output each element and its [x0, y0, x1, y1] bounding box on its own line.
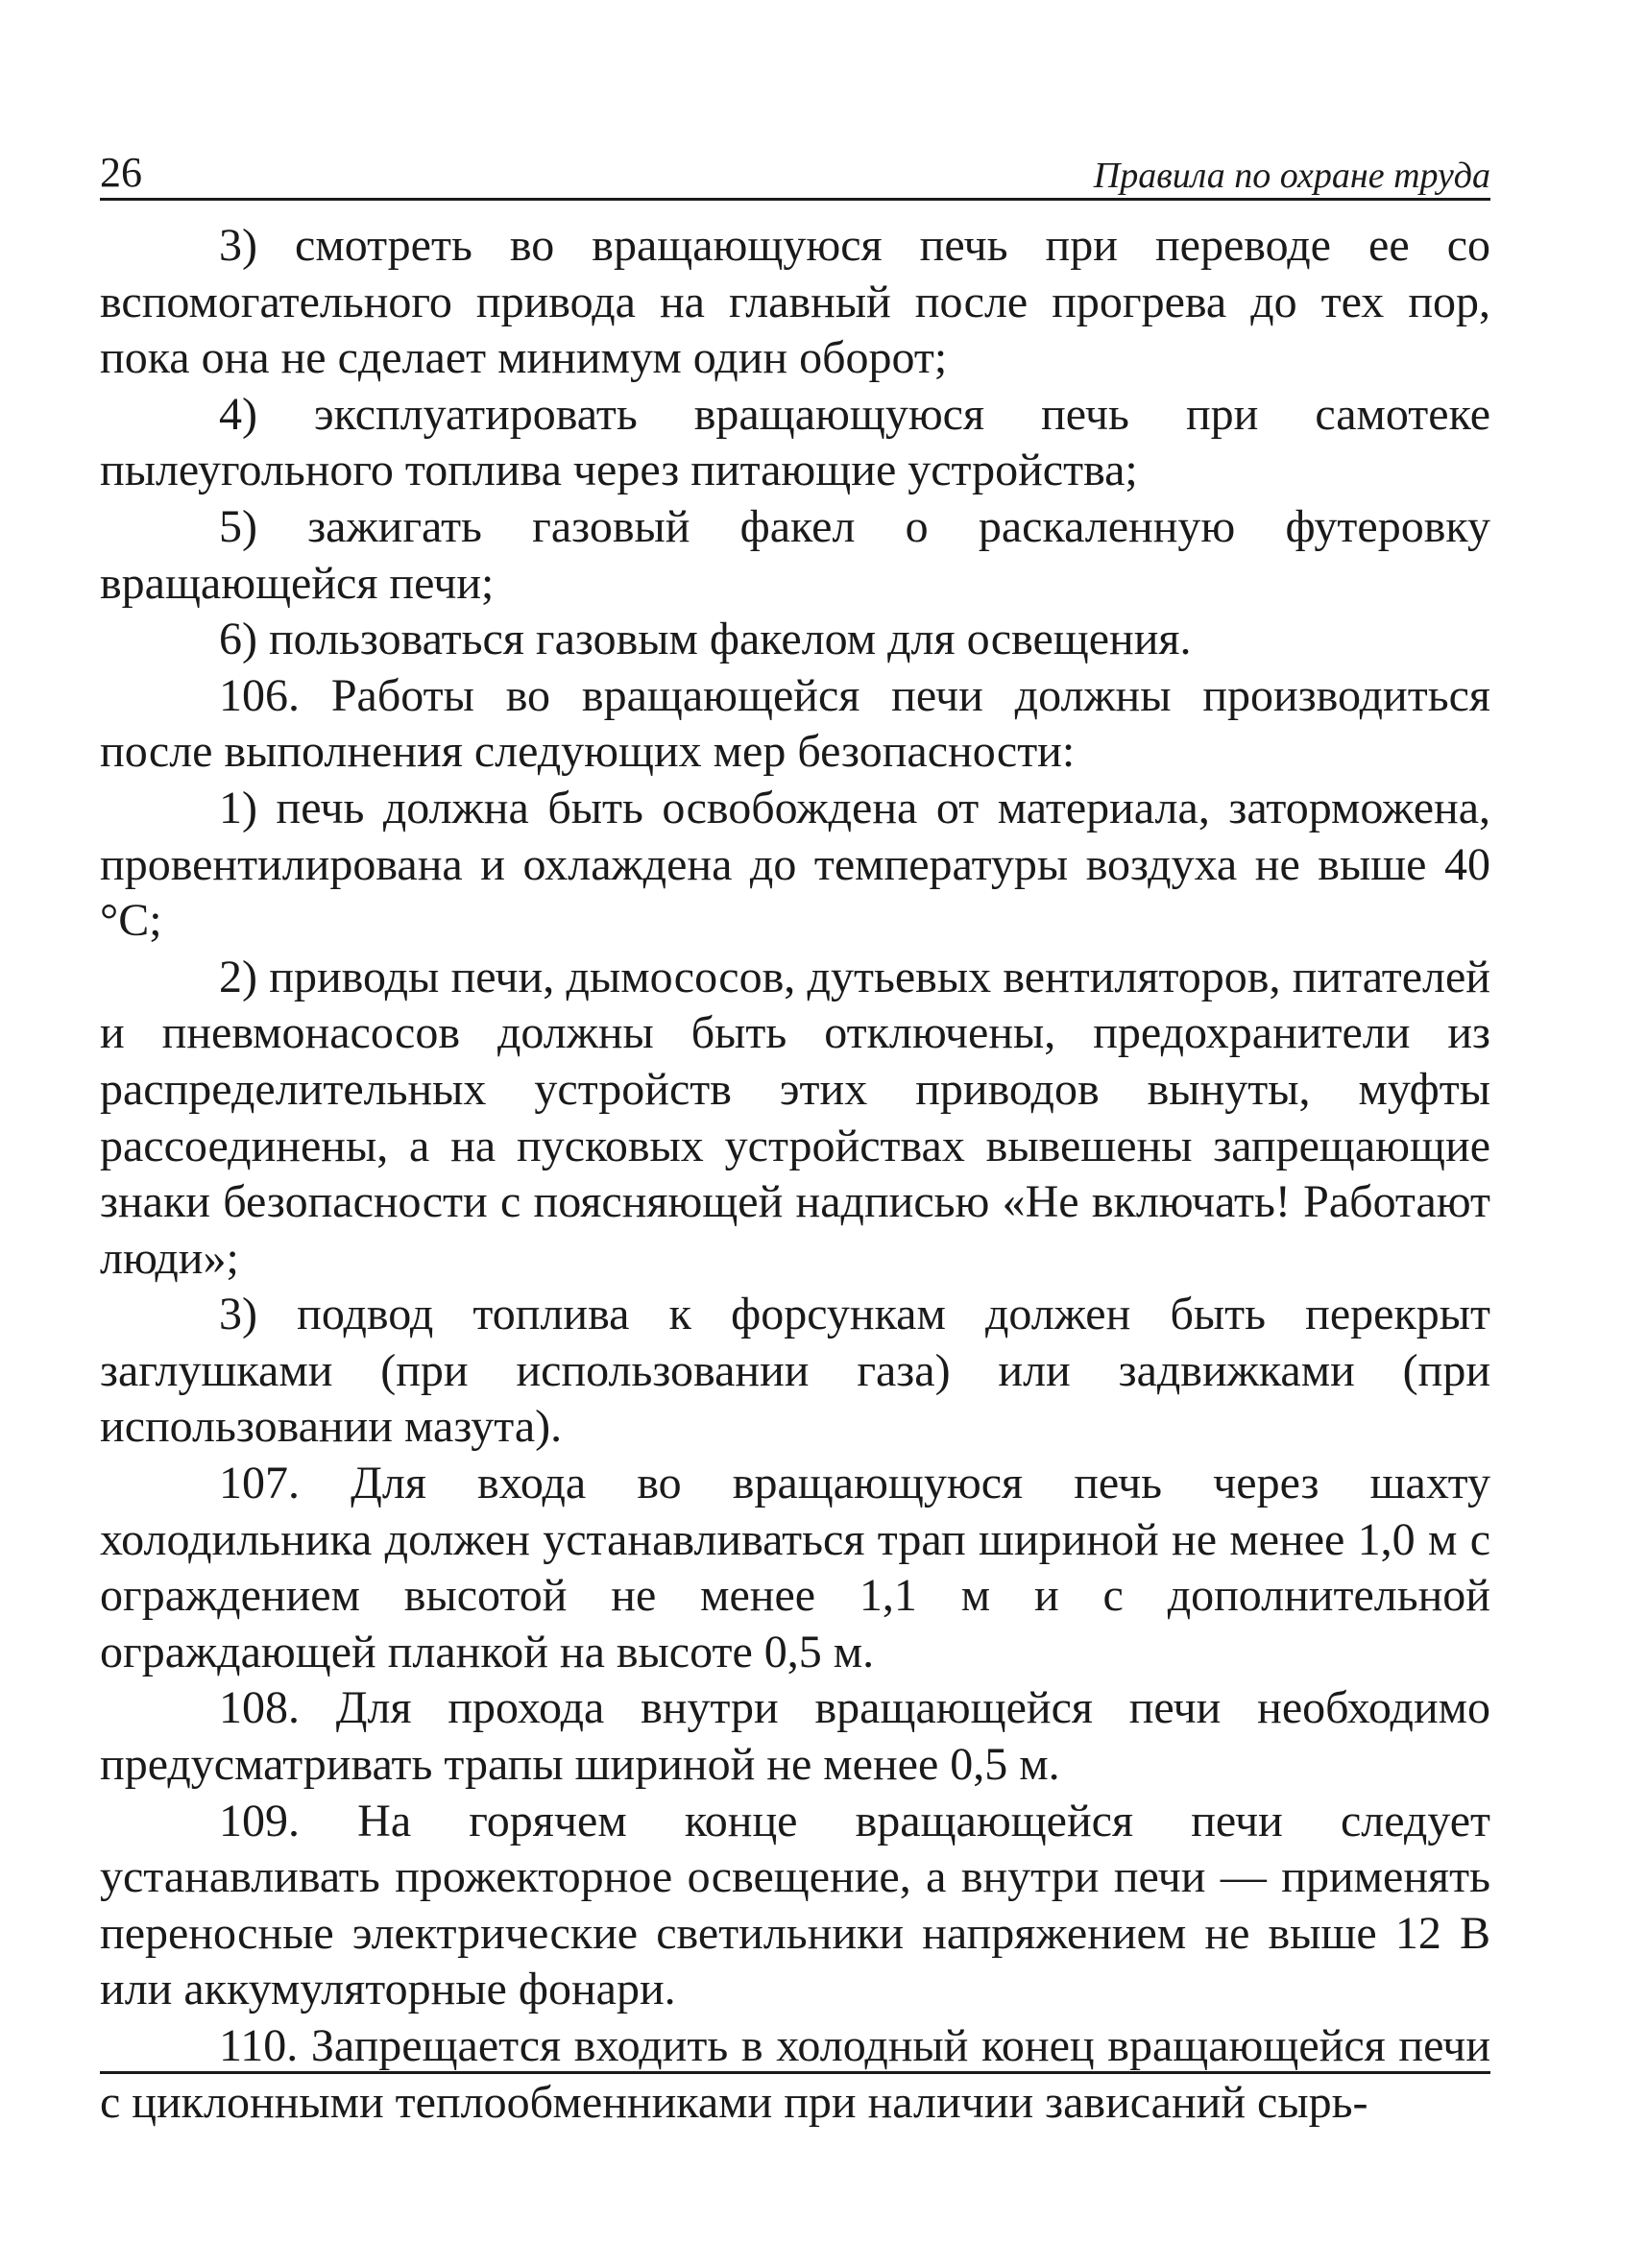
- clause-110: 110. Запрещается входить в холодный конец вращающейся печи с циклонными теплообменниками при наличии зависаний сырь-: [100, 2020, 1490, 2128]
- clause-108: 108. Для прохода внутри вращающейся печи необходимо предусматривать трапы шириной не менее 0,5 м.: [100, 1682, 1490, 1791]
- clause-109: 109. На горячем конце вращающейся печи следует устанавливать прожекторное освещение, а внутри печи — применять переносные электрические светильники напряжением не выше 12 В или аккумуляторные фонари.: [100, 1795, 1490, 2015]
- body-text: [100, 218, 1490, 2131]
- bottom-rule: [100, 2071, 1490, 2074]
- page-number: 26: [100, 149, 142, 196]
- running-title: Правила по охране труда: [1093, 156, 1490, 196]
- clause-106-item-2: 2) приводы печи, дымососов, дутьевых вентиляторов, питателей и пневмонасосов должны быть отключены, предохранители из распределительных устройств этих приводов вынуты, муфты рассоединены, а на пусковых устройствах вывешены запрещающие знаки безопасности с поясняющей надписью «Не включать! Работают люди»;: [100, 951, 1490, 1284]
- clause-106: 106. Работы во вращающейся печи должны производиться после выполнения следующих мер безопасности:: [100, 669, 1490, 778]
- clause-106-item-1: 1) печь должна быть освобождена от материала, заторможена, провентилирована и охлаждена до температуры воздуха не выше 40 °С;: [100, 782, 1490, 947]
- running-head: [100, 144, 1490, 201]
- list-item-6: 6) пользоваться газовым факелом для освещения.: [219, 614, 1192, 665]
- list-item-5: 5) зажигать газовый факел о раскаленную футеровку вращающейся печи;: [100, 500, 1490, 609]
- clause-106-item-3: 3) подвод топлива к форсункам должен быть перекрыт заглушками (при использовании газа) или задвижками (при использовании мазута).: [100, 1289, 1490, 1453]
- list-item-4: 4) эксплуатировать вращающуюся печь при самотеке пылеугольного топлива через питающие устройства;: [100, 388, 1490, 496]
- clause-107: 107. Для входа во вращающуюся печь через шахту холодильника должен устанавливаться трап шириной не менее 1,0 м с ограждением высотой не менее 1,1 м и с дополнительной ограждающей планкой на высоте 0,5 м.: [100, 1458, 1490, 1677]
- document-page: [100, 144, 1490, 2131]
- list-item-3: 3) смотреть во вращающуюся печь при переводе ее со вспомогательного привода на главный после прогрева до тех пор, пока она не сделает минимум один оборот;: [100, 220, 1490, 384]
